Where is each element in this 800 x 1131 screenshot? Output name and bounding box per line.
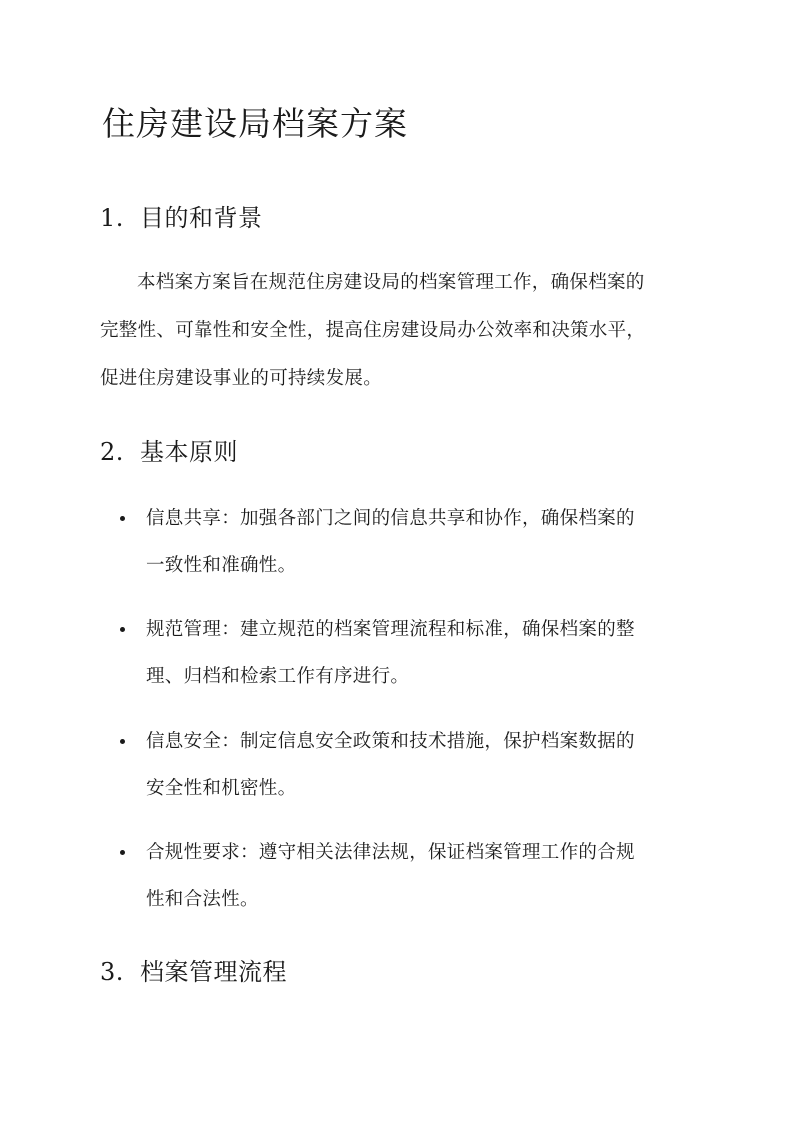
- list-item: [100, 495, 700, 589]
- section-paragraph-purpose: [100, 259, 700, 403]
- list-item: [100, 829, 700, 923]
- list-item-line: 规范管理：建立规范的档案管理流程和标准，确保档案的整: [146, 619, 635, 640]
- list-item-line: 性和合法性。: [146, 889, 259, 910]
- section-number: 3.: [100, 958, 124, 986]
- section-number: 1.: [100, 204, 124, 232]
- section-number: 2.: [100, 438, 124, 466]
- list-item-line: 一致性和准确性。: [146, 555, 297, 576]
- section-title: 档案管理流程: [140, 958, 287, 986]
- list-item: [100, 718, 700, 812]
- list-item-line: 信息共享：加强各部门之间的信息共享和协作，确保档案的: [146, 508, 635, 529]
- section-title: 目的和背景: [140, 204, 263, 232]
- paragraph-line: 促进住房建设事业的可持续发展。: [100, 368, 383, 389]
- list-item-line: 理、归档和检索工作有序进行。: [146, 666, 410, 687]
- section-heading-principles: [100, 432, 238, 467]
- list-item-line: 信息安全：制定信息安全政策和技术措施，保护档案数据的: [146, 731, 635, 752]
- page-title: 住房建设局档案方案: [102, 104, 408, 143]
- paragraph-line: 完整性、可靠性和安全性，提高住房建设局办公效率和决策水平，: [100, 320, 646, 341]
- list-item-line: 安全性和机密性。: [146, 778, 297, 799]
- section-heading-process: [100, 952, 287, 987]
- bullet-icon: [120, 627, 125, 632]
- section-title: 基本原则: [140, 438, 238, 466]
- bullet-icon: [120, 739, 125, 744]
- paragraph-line: 本档案方案旨在规范住房建设局的档案管理工作，确保档案的: [137, 272, 645, 293]
- list-item: [100, 606, 700, 700]
- list-item-line: 合规性要求：遵守相关法律法规，保证档案管理工作的合规: [146, 842, 635, 863]
- bullet-icon: [120, 850, 125, 855]
- bullet-icon: [120, 516, 125, 521]
- section-heading-purpose: [100, 198, 263, 233]
